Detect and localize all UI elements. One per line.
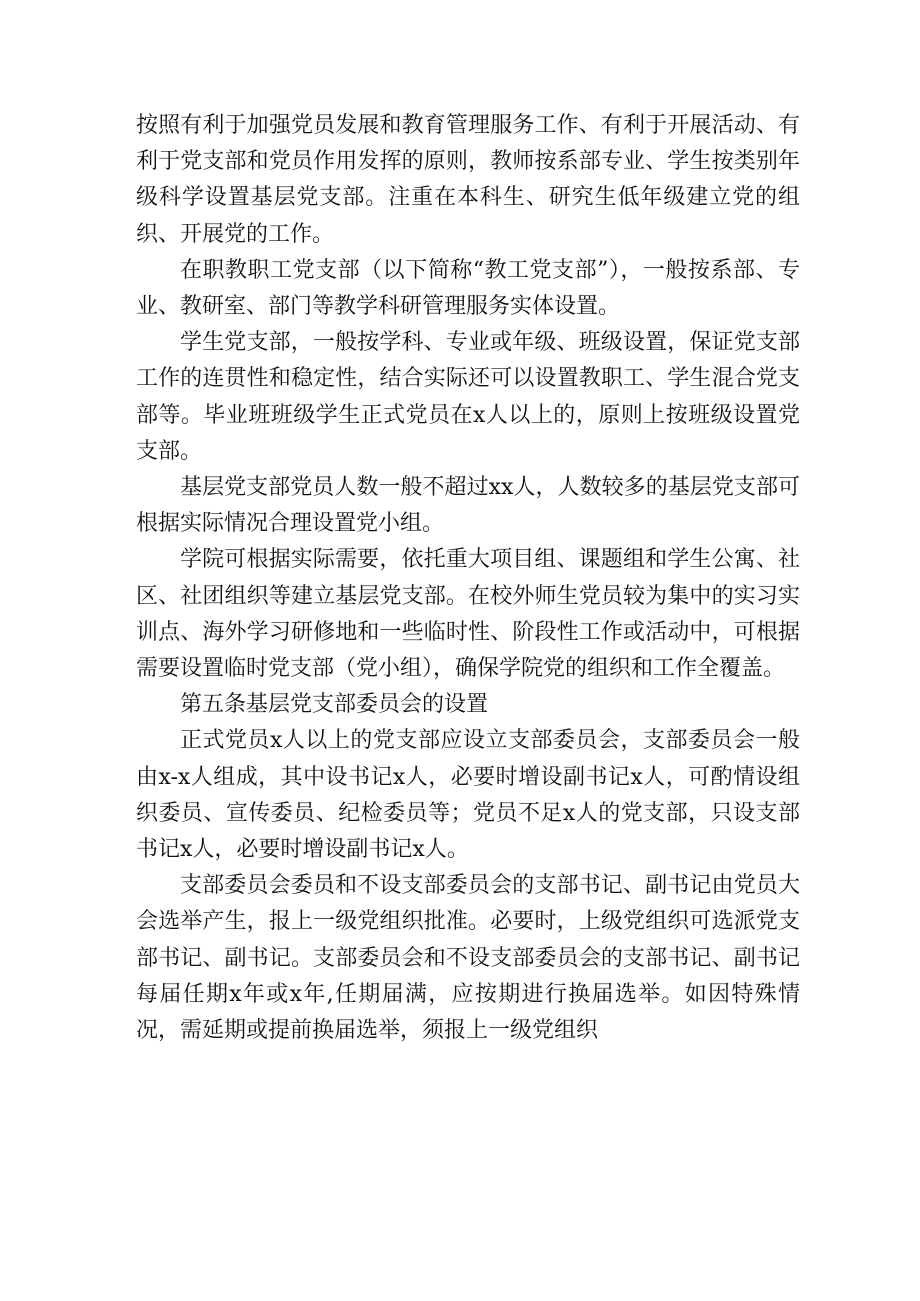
article-heading: 第五条基层党支部委员会的设置 bbox=[180, 692, 489, 718]
paragraph-student-branch: 学生党支部，一般按学科、专业或年级、班级设置，保证党支部工作的连贯性和稳定性，结合实际还可以设置教职工、学生混合党支部等。毕业班班级学生正式党员在x人以上的，原则上按班级设置党支部。 bbox=[136, 330, 800, 464]
document-body bbox=[136, 108, 800, 1049]
paragraph-committee-setup: 正式党员x人以上的党支部应设立支部委员会，支部委员会一般由x-x人组成，其中设书记x人，必要时增设副书记x人，可酌情设组织委员、宣传委员、纪检委员等；党员不足x人的党支部，只设支部书记x人，必要时增设副书记x人。 bbox=[136, 728, 800, 863]
paragraph-special-branch: 学院可根据实际需要，依托重大项目组、课题组和学生公寓、社区、社团组织等建立基层党支部。在校外师生党员较为集中的实习实训点、海外学习研修地和一些临时性、阶段性工作或活动中，可根据需要设置临时党支部（党小组），确保学院党的组织和工作全覆盖。 bbox=[136, 547, 800, 682]
paragraph-staff-branch: 在职教职工党支部（以下简称“教工党支部”），一般按系部、专业、教研室、部门等教学科研管理服务实体设置。 bbox=[136, 257, 800, 320]
paragraph-continued: 按照有利于加强党员发展和教育管理服务工作、有利于开展活动、有利于党支部和党员作用发挥的原则，教师按系部专业、学生按类别年级科学设置基层党支部。注重在本科生、研究生低年级建立党的组织、开展党的工作。 bbox=[136, 113, 800, 247]
paragraph-committee-election: 支部委员会委员和不设支部委员会的支部书记、副书记由党员大会选举产生，报上一级党组织批准。必要时，上级党组织可选派党支部书记、副书记。支部委员会和不设支部委员会的支部书记、副书记每届任期x年或x年,任期届满，应按期进行换届选举。如因特殊情况，需延期或提前换届选举，须报上一级党组织 bbox=[136, 873, 800, 1044]
paragraph-member-count: 基层党支部党员人数一般不超过xx人，人数较多的基层党支部可根据实际情况合理设置党小组。 bbox=[136, 475, 800, 537]
